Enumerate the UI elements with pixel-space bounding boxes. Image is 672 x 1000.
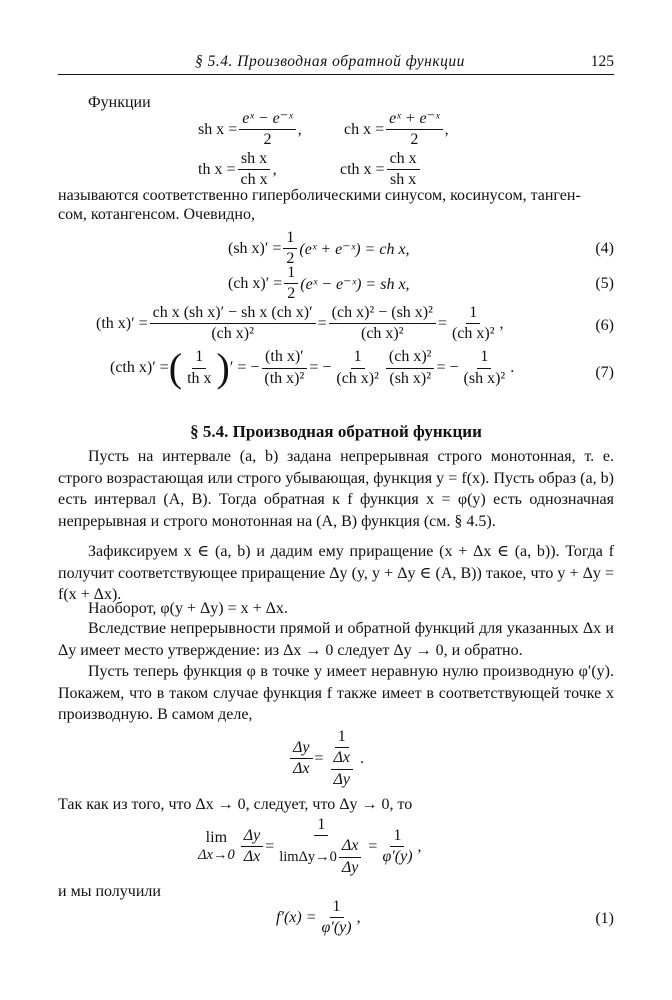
paragraph-1: Пусть на интервале (a, b) задана непрерывная строго монотонная, т. е. строго возрастающая или строго убывающая, функция y = f(x). Пусть образ (a, b) есть интервал (A, B). Тогда обратная к f функция x = φ(y) есть однозначная непрерывная и строго монотонная на (A, B) функция (см. § 4.5). [58,448,614,531]
eq4-number: (4) [595,240,614,257]
header-title: § 5.4. Производная обратной функции [195,53,465,70]
paragraph-6: Так как из того, что Δx → 0, следует, что Δy → 0, то [58,796,413,813]
paragraph-4: Вследствие непрерывности прямой и обратной функций для указанных Δx и Δy имеет место утверждение: из Δx → 0 следует Δy → 0, и обратно. [58,620,614,659]
page-number: 125 [590,53,614,70]
eq1-number: (1) [595,910,614,927]
equation-1: f′(x) = $\frac{1}{\varphi'(y)}$ , [276,898,361,937]
paragraph-3: Наоборот, φ(y + Δy) = x + Δx. [88,600,288,617]
equation-4: (sh x)′ = $\frac{1}{2}$ (eˣ + e⁻ˣ) = ch x, [228,229,410,268]
called-line-2: сом, котангенсом. Очевидно, [58,206,255,223]
page [58,0,614,1000]
def-cth: cth x = $\frac{\text{ch x}}{\text{sh x}}$ [340,150,422,190]
equation-7: (cth x)′ = ( $\frac{1}{\text{th x}}$ ) ′ = − $\frac{\text{(th x)′}}{\text{(th x)²}}$ = − $\frac{1}{\text{(ch x)²}}$ $\frac{\text{(ch x)²}}{\text{(sh x)²}}$ = − $\frac{1}{\text{(sh x)²}}$ . [110,345,515,390]
limit-equation: lim Δx→0 $\frac{\Delta y}{\Delta x}$ = 1 limΔy→0 $\frac{\Delta x}{\Delta y}$ = $\frac{1}{\varphi'(y)}$ , [198,816,422,876]
paragraph-2: Зафиксируем x ∈ (a, b) и дадим ему приращение (x + Δx ∈ (a, b)). Тогда f получит соответствующее приращение Δy (y, y + Δy ∈ (A, B)) такое, что y + Δy = f(x + Δx). [58,543,614,604]
section-heading: § 5.4. Производная обратной функции [190,422,482,441]
equation-6: (th x)′ = $\frac{\text{ch x (sh x)′ − sh x (ch x)′}}{\text{(ch x)²}}$ = $\frac{\text{(ch x)² − (sh x)²}}{\text{(ch x)²}}$ = $\frac{1}{\text{(ch x)²}}$ , [96,304,504,343]
paragraph-5: Пусть теперь функция φ в точке y имеет неравную нулю производную φ′(y). Покажем, что в таком случае функция f также имеет в соответствующей точке x производную. В самом деле, [58,663,614,724]
paragraph-7: и мы получили [58,883,161,900]
equation-5: (ch x)′ = $\frac{1}{2}$ (eˣ − e⁻ˣ) = sh x, [228,264,410,303]
def-th: th x = $\frac{\text{sh x}}{\text{ch x}}$ , [198,150,277,189]
def-ch: ch x = $\frac{\text{eˣ + e⁻ˣ}}{2}$ , [344,110,449,149]
def-sh: sh x = $\frac{\text{eˣ − e⁻ˣ}}{2}$ , [198,110,302,149]
eq6-number: (6) [595,317,614,334]
called-line-1: называются соответственно гиперболическими синусом, косинусом, танген- [58,187,581,204]
eq7-number: (7) [595,364,614,381]
functions-word: Функции [88,94,151,111]
ratio-equation: $\frac{\Delta y}{\Delta x}$ = $\frac{1}{\frac{\Delta x}{\Delta y}}$ . [288,728,364,789]
header-rule [58,74,614,75]
eq5-number: (5) [595,275,614,292]
